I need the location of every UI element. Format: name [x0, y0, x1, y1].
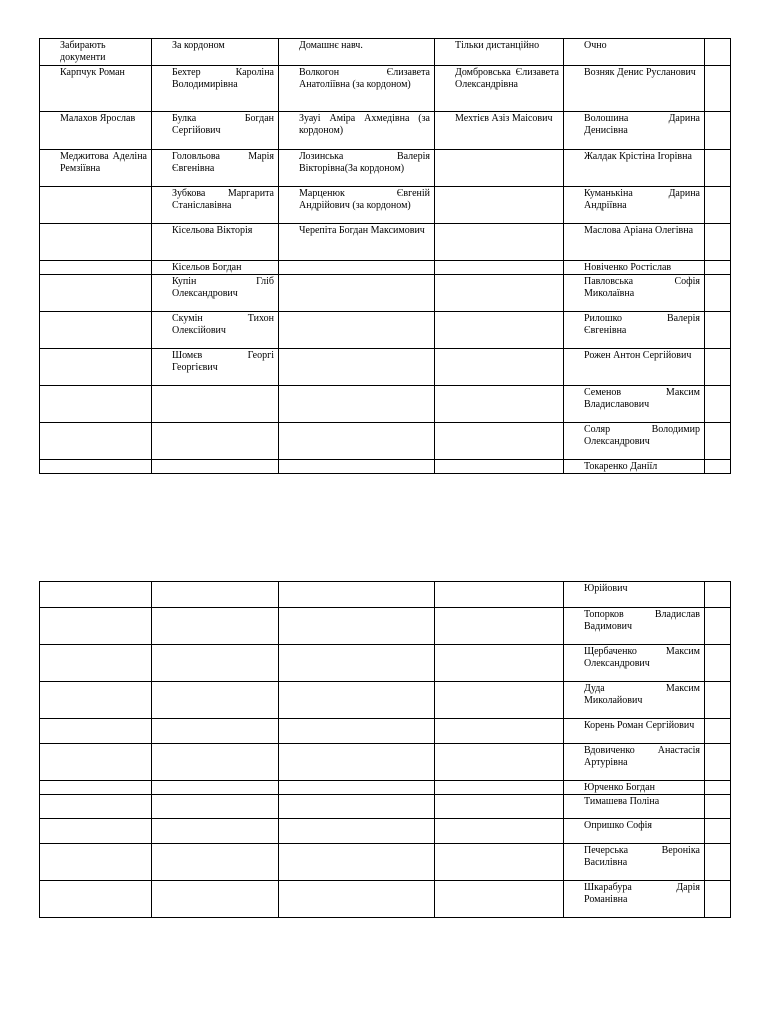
table-cell-col-distance-only [435, 881, 564, 918]
table-cell-col-takes-documents [40, 645, 152, 682]
header-cell-col-in-person: Очно [564, 39, 705, 66]
table-cell-col-in-person: Шкарабура Дарія Романівна [564, 881, 705, 918]
table-cell-col-extra [705, 187, 731, 224]
table-cell-col-takes-documents [40, 781, 152, 795]
table-cell-col-distance-only [435, 744, 564, 781]
table-cell-col-abroad [152, 744, 279, 781]
table-cell-col-takes-documents [40, 795, 152, 819]
table-cell-col-abroad: Зубкова Маргарита Станіславівна [152, 187, 279, 224]
table-row [40, 645, 731, 682]
table-cell-col-distance-only [435, 275, 564, 312]
table-cell-col-extra [705, 881, 731, 918]
table-cell-col-abroad [152, 682, 279, 719]
table-cell-col-extra [705, 719, 731, 744]
table-cell-col-extra [705, 386, 731, 423]
table-cell-col-abroad: Шомєв Георгі Георгієвич [152, 349, 279, 386]
table-cell-col-takes-documents [40, 719, 152, 744]
table-row [40, 844, 731, 881]
table-cell-col-takes-documents [40, 423, 152, 460]
table-cell-col-abroad [152, 582, 279, 608]
table-cell-col-in-person: Волошина Дарина Денисівна [564, 112, 705, 150]
table-cell-col-extra [705, 349, 731, 386]
table-cell-col-home-schooling [279, 719, 435, 744]
header-cell-col-home-schooling: Домашнє навч. [279, 39, 435, 66]
table-cell-col-takes-documents [40, 275, 152, 312]
table-cell-col-home-schooling [279, 349, 435, 386]
table-cell-col-takes-documents [40, 312, 152, 349]
table-cell-col-home-schooling: Черепіта Богдан Максимович [279, 224, 435, 261]
table-cell-col-distance-only [435, 261, 564, 275]
table-cell-col-in-person: Куманькіна Дарина Андріївна [564, 187, 705, 224]
table-cell-col-abroad: Головльова Марія Євгенівна [152, 150, 279, 187]
table-cell-col-extra [705, 150, 731, 187]
table-cell-col-in-person: Маслова Аріана Олегівна [564, 224, 705, 261]
table-cell-col-abroad: Купін Гліб Олександрович [152, 275, 279, 312]
table-cell-col-takes-documents [40, 582, 152, 608]
table-cell-col-home-schooling [279, 645, 435, 682]
table-cell-col-distance-only: Домбровська Єлизавета Олександрівна [435, 66, 564, 112]
table-cell-col-distance-only [435, 224, 564, 261]
table-row [40, 261, 731, 275]
table-cell-col-home-schooling [279, 275, 435, 312]
table-cell-col-distance-only [435, 682, 564, 719]
table-row [40, 187, 731, 224]
table-row [40, 66, 731, 112]
table-row [40, 423, 731, 460]
table-cell-col-abroad [152, 719, 279, 744]
table-cell-col-distance-only [435, 312, 564, 349]
table-cell-col-in-person: Вдовиченко Анастасія Артурівна [564, 744, 705, 781]
table-cell-col-abroad: Кісельова Вікторія [152, 224, 279, 261]
table-cell-col-in-person: Корень Роман Сергійович [564, 719, 705, 744]
table-cell-col-distance-only [435, 844, 564, 881]
table-cell-col-in-person: Печерська Вероніка Василівна [564, 844, 705, 881]
table-cell-col-extra [705, 66, 731, 112]
table-cell-col-takes-documents [40, 682, 152, 719]
table-cell-col-takes-documents [40, 881, 152, 918]
table-cell-col-distance-only [435, 187, 564, 224]
table-cell-col-in-person: Токаренко Даніїл [564, 460, 705, 474]
table-row [40, 744, 731, 781]
table-cell-col-in-person: Опришко Софія [564, 819, 705, 844]
table-row [40, 608, 731, 645]
table-cell-col-home-schooling [279, 781, 435, 795]
table-cell-col-in-person: Новіченко Ростіслав [564, 261, 705, 275]
students-table-part-2 [39, 581, 731, 918]
table-cell-col-takes-documents [40, 460, 152, 474]
table-cell-col-abroad [152, 423, 279, 460]
table-cell-col-distance-only [435, 386, 564, 423]
table-cell-col-in-person: Юрченко Богдан [564, 781, 705, 795]
table-cell-col-takes-documents [40, 349, 152, 386]
table-cell-col-extra [705, 423, 731, 460]
table-cell-col-takes-documents [40, 261, 152, 275]
table-cell-col-distance-only [435, 150, 564, 187]
table-row [40, 386, 731, 423]
table-row [40, 39, 731, 66]
table-cell-col-distance-only [435, 819, 564, 844]
table-cell-col-extra [705, 744, 731, 781]
table-cell-col-home-schooling [279, 608, 435, 645]
table-cell-col-home-schooling [279, 460, 435, 474]
table-cell-col-abroad: Скумін Тихон Олексійович [152, 312, 279, 349]
table-cell-col-extra [705, 312, 731, 349]
table-cell-col-home-schooling: Лозинська Валерія Вікторівна(За кордоном) [279, 150, 435, 187]
table-cell-col-in-person: Щербаченко Максим Олександрович [564, 645, 705, 682]
table-cell-col-extra [705, 819, 731, 844]
table-row [40, 275, 731, 312]
table-row [40, 460, 731, 474]
header-cell-col-extra [705, 39, 731, 66]
table-cell-col-home-schooling: Волкогон Єлизавета Анатоліївна (за кордоном) [279, 66, 435, 112]
table-row [40, 719, 731, 744]
table-cell-col-distance-only [435, 460, 564, 474]
table-cell-col-extra [705, 781, 731, 795]
table-cell-col-home-schooling [279, 819, 435, 844]
table-cell-col-abroad [152, 881, 279, 918]
table-cell-col-in-person: Возняк Денис Русланович [564, 66, 705, 112]
table-cell-col-takes-documents [40, 386, 152, 423]
table-cell-col-takes-documents [40, 187, 152, 224]
table-cell-col-extra [705, 645, 731, 682]
table-cell-col-extra [705, 582, 731, 608]
table-cell-col-extra [705, 608, 731, 645]
table-cell-col-in-person: Рилошко Валерія Євгенівна [564, 312, 705, 349]
table-cell-col-distance-only [435, 423, 564, 460]
table-cell-col-abroad: Бехтер Кароліна Володимирівна [152, 66, 279, 112]
table-cell-col-abroad [152, 460, 279, 474]
table-cell-col-home-schooling: Марценюк Євгеній Андрійович (за кордоном) [279, 187, 435, 224]
table-cell-col-home-schooling [279, 386, 435, 423]
table-cell-col-in-person: Тимашева Поліна [564, 795, 705, 819]
table-cell-col-home-schooling [279, 744, 435, 781]
table-cell-col-abroad [152, 819, 279, 844]
table-cell-col-takes-documents: Малахов Ярослав [40, 112, 152, 150]
table-cell-col-home-schooling [279, 312, 435, 349]
table-cell-col-takes-documents [40, 608, 152, 645]
table-row [40, 795, 731, 819]
table-cell-col-takes-documents [40, 744, 152, 781]
table-cell-col-takes-documents [40, 819, 152, 844]
table-cell-col-in-person: Жалдак Крістіна Ігорівна [564, 150, 705, 187]
table-cell-col-extra [705, 844, 731, 881]
table-cell-col-home-schooling [279, 844, 435, 881]
table-cell-col-extra [705, 261, 731, 275]
table-cell-col-distance-only: Мехтієв Азіз Маісович [435, 112, 564, 150]
table-cell-col-takes-documents: Меджитова Аделіна Ремзіївна [40, 150, 152, 187]
table-cell-col-distance-only [435, 582, 564, 608]
table-cell-col-in-person: Топорков Владислав Вадимович [564, 608, 705, 645]
table-cell-col-takes-documents [40, 844, 152, 881]
table-cell-col-in-person: Дуда Максим Миколайович [564, 682, 705, 719]
table-cell-col-in-person: Семенов Максим Владиславович [564, 386, 705, 423]
table-cell-col-in-person: Соляр Володимир Олександрович [564, 423, 705, 460]
table-cell-col-distance-only [435, 608, 564, 645]
table-cell-col-distance-only [435, 719, 564, 744]
table-cell-col-distance-only [435, 781, 564, 795]
table-cell-col-in-person: Рожен Антон Сергійович [564, 349, 705, 386]
table-cell-col-home-schooling [279, 423, 435, 460]
table-row [40, 819, 731, 844]
table-cell-col-extra [705, 275, 731, 312]
students-table-part-1 [39, 38, 731, 474]
table-cell-col-abroad [152, 386, 279, 423]
table-cell-col-abroad [152, 795, 279, 819]
table-cell-col-extra [705, 682, 731, 719]
table-row [40, 112, 731, 150]
table-cell-col-extra [705, 112, 731, 150]
table-cell-col-home-schooling [279, 795, 435, 819]
table-cell-col-extra [705, 224, 731, 261]
table-cell-col-takes-documents [40, 224, 152, 261]
table-cell-col-in-person: Павловська Софія Миколаївна [564, 275, 705, 312]
table-row [40, 312, 731, 349]
table-cell-col-home-schooling: Зуауі Аміра Ахмедівна (за кордоном) [279, 112, 435, 150]
table-cell-col-abroad [152, 608, 279, 645]
table-row [40, 682, 731, 719]
table-cell-col-distance-only [435, 795, 564, 819]
table-row [40, 150, 731, 187]
table-cell-col-abroad: Кісельов Богдан [152, 261, 279, 275]
table-cell-col-abroad [152, 645, 279, 682]
table-cell-col-home-schooling [279, 261, 435, 275]
header-cell-col-distance-only: Тільки дистанційно [435, 39, 564, 66]
table-cell-col-abroad [152, 844, 279, 881]
table-row [40, 349, 731, 386]
table-cell-col-distance-only [435, 645, 564, 682]
table-cell-col-distance-only [435, 349, 564, 386]
table-row [40, 582, 731, 608]
table-cell-col-abroad [152, 781, 279, 795]
table-row [40, 224, 731, 261]
header-cell-col-takes-documents: Забирають документи [40, 39, 152, 66]
table-cell-col-home-schooling [279, 881, 435, 918]
table-cell-col-extra [705, 795, 731, 819]
table-cell-col-home-schooling [279, 582, 435, 608]
table-cell-col-takes-documents: Карпчук Роман [40, 66, 152, 112]
table-cell-col-home-schooling [279, 682, 435, 719]
table-cell-col-extra [705, 460, 731, 474]
table-cell-col-abroad: Булка Богдан Сергійович [152, 112, 279, 150]
table-row [40, 881, 731, 918]
table-cell-col-in-person: Юрійович [564, 582, 705, 608]
header-cell-col-abroad: За кордоном [152, 39, 279, 66]
table-row [40, 781, 731, 795]
